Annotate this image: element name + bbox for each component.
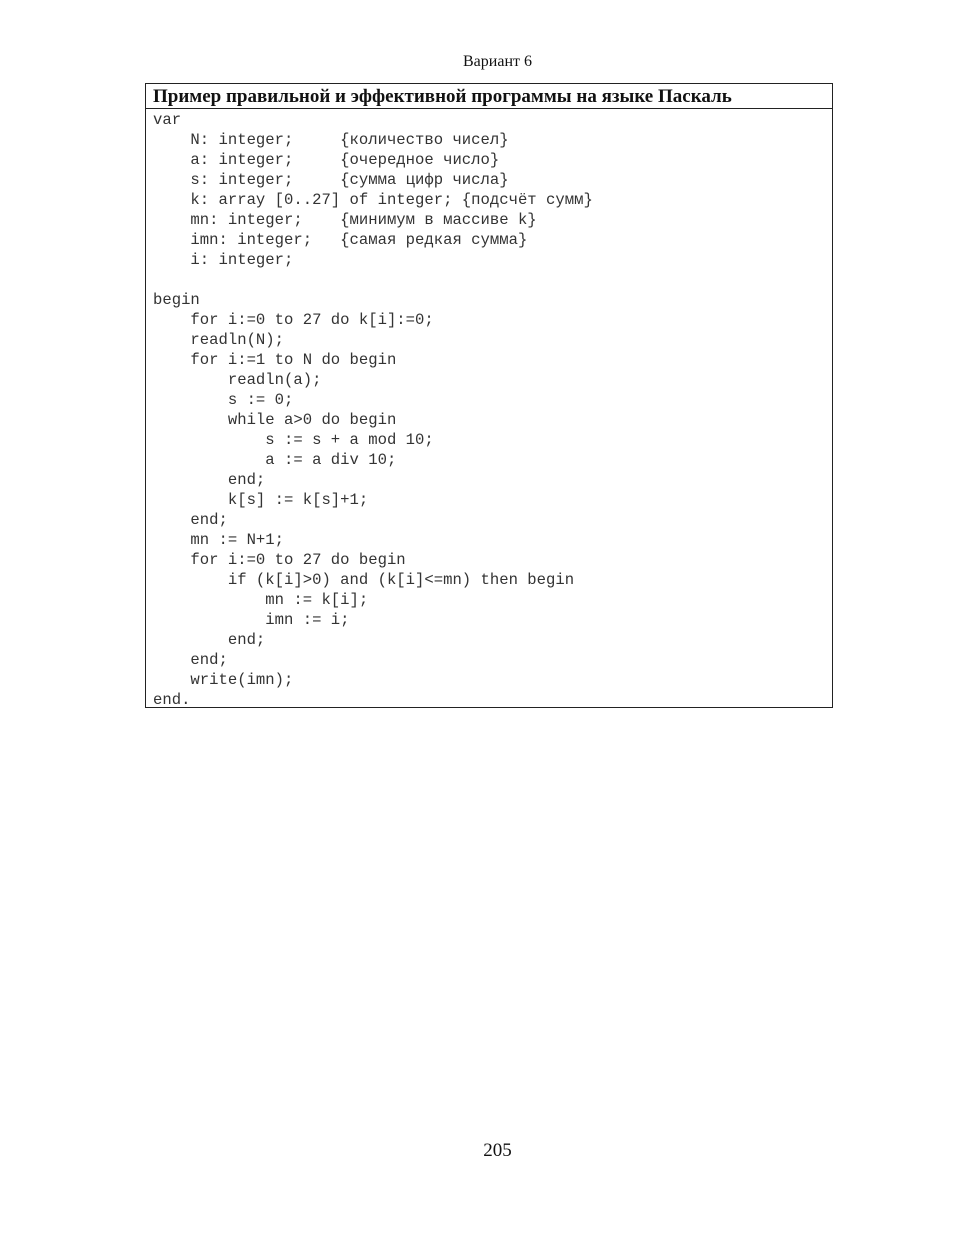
code-line: s: integer; {сумма цифр числа} <box>153 171 509 189</box>
code-line: write(imn); <box>153 671 294 689</box>
code-line: k: array [0..27] of integer; {подсчёт сумм} <box>153 191 593 209</box>
code-line: a := a div 10; <box>153 451 397 469</box>
code-line: readln(N); <box>153 331 285 349</box>
code-line: var <box>153 111 182 129</box>
code-line: end; <box>153 511 228 529</box>
code-line: i: integer; <box>153 251 294 269</box>
program-box <box>145 83 833 708</box>
code-line: N: integer; {количество чисел} <box>153 131 509 149</box>
code-line: s := s + a mod 10; <box>153 431 434 449</box>
variant-header: Вариант 6 <box>463 53 532 70</box>
code-line: for i:=0 to 27 do k[i]:=0; <box>153 311 434 329</box>
code-line: end. <box>153 691 191 709</box>
code-line: end; <box>153 651 228 669</box>
code-line: imn := i; <box>153 611 350 629</box>
code-line: mn := k[i]; <box>153 591 369 609</box>
code-line: s := 0; <box>153 391 294 409</box>
code-line <box>153 270 832 290</box>
code-line: if (k[i]>0) and (k[i]<=mn) then begin <box>153 571 575 589</box>
code-line: end; <box>153 471 266 489</box>
code-line: begin <box>153 291 200 309</box>
code-line: mn: integer; {минимум в массиве k} <box>153 211 537 229</box>
code-line: for i:=0 to 27 do begin <box>153 551 406 569</box>
program-code <box>146 109 832 710</box>
code-line: readln(a); <box>153 371 322 389</box>
code-line: for i:=1 to N do begin <box>153 351 397 369</box>
code-line: while a>0 do begin <box>153 411 397 429</box>
page-number: 205 <box>483 1140 512 1161</box>
code-line: imn: integer; {самая редкая сумма} <box>153 231 528 249</box>
program-box-title: Пример правильной и эффективной программы на языке Паскаль <box>146 84 832 109</box>
code-line: mn := N+1; <box>153 531 285 549</box>
code-line: end; <box>153 631 266 649</box>
code-line: a: integer; {очередное число} <box>153 151 500 169</box>
code-line: k[s] := k[s]+1; <box>153 491 369 509</box>
